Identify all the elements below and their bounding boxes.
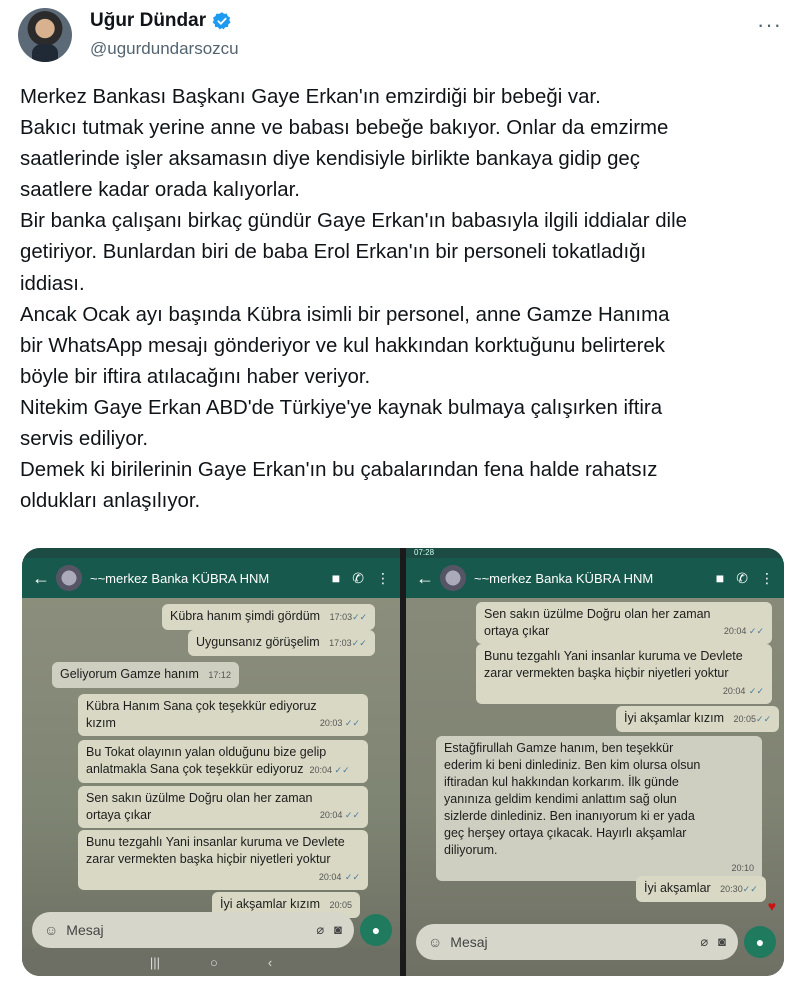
tweet-line: Demek ki birilerinin Gaye Erkan'ın bu çabalarından fena halde rahatsız <box>20 459 658 482</box>
tweet-line: Bakıcı tutmak yerine anne ve babası bebeğe bakıyor. Onlar da emzirme <box>20 117 669 140</box>
chat-header <box>406 558 784 598</box>
status-bar <box>22 548 400 558</box>
video-call-icon: ■ <box>331 569 341 586</box>
tweet-line: Merkez Bankası Başkanı Gaye Erkan'ın emzirdiği bir bebeği var. <box>20 86 601 108</box>
mic-button[interactable] <box>744 926 776 958</box>
read-ticks-icon: ✓✓ <box>748 686 764 696</box>
menu-icon: ⋮ <box>760 569 774 586</box>
emoji-icon[interactable]: ☺ <box>428 934 443 950</box>
message-text: geç herşey ortaya çıkacak. Hayırlı akşamlar <box>444 826 687 840</box>
tweet-line: Ancak Ocak ayı başında Kübra isimli bir personel, anne Gamze Hanıma <box>20 303 670 326</box>
message-input[interactable] <box>416 924 738 960</box>
message-time: 17:03 <box>329 612 353 622</box>
message-text: sizlerde dinlediniz. Ben inanıyorum ki er yada <box>444 809 695 823</box>
message-text: İyi akşamlar kızım <box>220 897 321 911</box>
android-nav-bar <box>22 948 400 976</box>
message-text: Bunu tezgahlı Yani insanlar kuruma ve Devlete <box>484 649 743 663</box>
tweet-line: saatlere kadar orada kalıyorlar. <box>20 179 300 202</box>
message-text: Kübra Hanım Sana çok teşekkür ediyoruz <box>86 699 317 713</box>
attach-icon[interactable]: ⌀ <box>700 934 709 949</box>
message-text: kızım <box>86 716 116 730</box>
message-time: 17:03 <box>329 638 352 648</box>
message-bubble <box>636 876 766 902</box>
chat-header-icons <box>716 570 774 587</box>
tweet-text <box>20 82 790 517</box>
message-time: 17:12 <box>208 670 231 680</box>
message-time: 20:04 ✓✓ <box>309 765 350 775</box>
display-name[interactable]: Uğur Dündar <box>90 10 207 31</box>
avatar[interactable] <box>18 8 72 62</box>
message-bubble <box>78 786 368 828</box>
message-text: zarar vermekten başka hiçbir niyetleri yoktur <box>86 852 331 866</box>
mic-button[interactable] <box>360 914 392 946</box>
message-bubble <box>162 604 375 630</box>
message-text: Sen sakın üzülme Doğru olan her zaman <box>86 791 313 805</box>
mic-icon: ● <box>371 922 381 938</box>
video-call-icon: ■ <box>715 569 725 586</box>
phone-icon: ✆ <box>736 569 748 586</box>
camera-icon[interactable]: ◙ <box>718 934 726 949</box>
message-time: 20:04 <box>722 686 746 696</box>
contact-name: ~~merkez Banka KÜBRA HNM <box>474 570 654 586</box>
tweet-line: iddiası. <box>20 272 85 295</box>
message-text: diliyorum. <box>444 843 498 857</box>
status-bar <box>406 548 784 558</box>
message-text: İyi akşamlar <box>644 881 711 895</box>
message-bubble <box>78 830 368 890</box>
message-text: Sen sakın üzülme Doğru olan her zaman <box>484 607 711 621</box>
message-time: 20:05 <box>329 900 353 910</box>
message-bubble <box>476 644 772 704</box>
read-ticks-icon: ✓✓ <box>344 872 360 882</box>
attach-icon[interactable]: ⌀ <box>316 922 325 937</box>
message-bubble <box>188 630 375 656</box>
message-text: iftiradan kul hakkından korkarım. İlk günde <box>444 775 679 789</box>
heart-reaction-icon: ♥ <box>767 898 776 914</box>
contact-avatar <box>440 565 466 591</box>
message-bubble <box>476 602 772 644</box>
phone-icon: ✆ <box>352 569 364 586</box>
back-arrow-icon: ← <box>416 567 434 588</box>
message-time: 20:05 <box>733 714 757 724</box>
contact-name: ~~merkez Banka KÜBRA HNM <box>90 570 270 586</box>
back-icon[interactable]: ‹ <box>267 954 273 970</box>
tweet-line: getiriyor. Bunlardan biri de baba Erol Erkan'ın bir personeli tokatladığı <box>20 241 647 264</box>
message-text: anlatmakla Sana çok teşekkür ediyoruz <box>86 762 304 776</box>
message-placeholder: Mesaj <box>450 934 488 950</box>
tweet-line: böyle bir iftira atılacağını haber veriyor. <box>20 365 371 388</box>
tweet-line: oldukları anlaşılıyor. <box>20 490 201 513</box>
message-text: ortaya çıkar <box>484 624 550 638</box>
handle[interactable]: @ugurdundarsozcu <box>90 39 239 58</box>
message-text: Bunu tezgahlı Yani insanlar kuruma ve Devlete <box>86 835 345 849</box>
tweet-line: bir WhatsApp mesajı gönderiyor ve kul hakkından korktuğunu belirterek <box>20 334 665 357</box>
message-time: 20:04 ✓✓ <box>319 810 360 820</box>
message-input[interactable] <box>32 912 354 948</box>
recents-icon[interactable]: ||| <box>149 954 160 970</box>
message-text: zarar vermekten başka hiçbir niyetleri yoktur <box>484 666 729 680</box>
status-time: 07:28 <box>414 548 435 557</box>
message-bubble <box>52 662 239 688</box>
message-text: ortaya çıkar <box>86 808 152 822</box>
menu-icon: ⋮ <box>376 569 390 586</box>
chat-screenshot-right[interactable] <box>406 548 784 976</box>
message-time: 20:04 ✓✓ <box>723 626 764 636</box>
message-text: Estağfirullah Gamze hanım, ben teşekkür <box>444 741 674 755</box>
emoji-icon[interactable]: ☺ <box>44 922 59 938</box>
name-row <box>90 10 232 32</box>
message-text: Kübra hanım şimdi gördüm <box>170 609 321 623</box>
message-time: 20:10 <box>731 863 754 873</box>
input-tools <box>700 934 726 950</box>
verified-badge-icon <box>212 11 232 31</box>
more-icon[interactable]: ··· <box>757 12 782 37</box>
input-tools <box>316 922 342 938</box>
message-text: Bu Tokat olayının yalan olduğunu bize gelip <box>86 745 327 759</box>
tweet-line: Nitekim Gaye Erkan ABD'de Türkiye'ye kaynak bulmaya çalışırken iftira <box>20 396 663 419</box>
tweet-line: saatlerinde işler aksamasın diye kendisiyle birlikte bankaya gidip geç <box>20 148 640 171</box>
message-placeholder: Mesaj <box>66 922 104 938</box>
tweet-media[interactable] <box>22 548 784 976</box>
message-text: Geliyorum Gamze hanım <box>60 667 199 681</box>
camera-icon[interactable]: ◙ <box>334 922 342 937</box>
contact-avatar <box>56 565 82 591</box>
tweet-header <box>18 6 782 68</box>
chat-header-icons <box>332 570 390 587</box>
message-text: yanınıza geldim kendimi anlattım sağ olun <box>444 792 677 806</box>
chat-screenshot-left[interactable] <box>22 548 400 976</box>
mic-icon: ● <box>755 934 765 950</box>
home-icon[interactable]: ○ <box>209 954 218 970</box>
message-time: 20:30 <box>720 884 743 894</box>
message-bubble <box>78 740 368 783</box>
tweet-line: Bir banka çalışanı birkaç gündür Gaye Erkan'ın babasıyla ilgili iddialar dile <box>20 210 687 233</box>
chat-header <box>22 558 400 598</box>
message-text: ederim ki beni dinlediniz. Ben kim olursa olsun <box>444 758 701 772</box>
message-bubble <box>78 694 368 736</box>
message-bubble <box>616 706 779 732</box>
read-ticks-icon: ✓✓ <box>352 612 368 622</box>
message-text: Uygunsanız görüşelim <box>196 635 320 649</box>
message-time: 20:04 <box>318 872 342 882</box>
message-time: 20:03 ✓✓ <box>319 718 360 728</box>
message-bubble <box>436 736 762 881</box>
back-arrow-icon: ← <box>32 567 50 588</box>
read-ticks-icon: ✓✓ <box>756 714 772 724</box>
read-ticks-icon: ✓✓ <box>351 638 367 648</box>
read-ticks-icon: ✓✓ <box>742 884 758 894</box>
tweet-line: servis ediliyor. <box>20 428 149 451</box>
message-text: İyi akşamlar kızım <box>624 711 725 725</box>
